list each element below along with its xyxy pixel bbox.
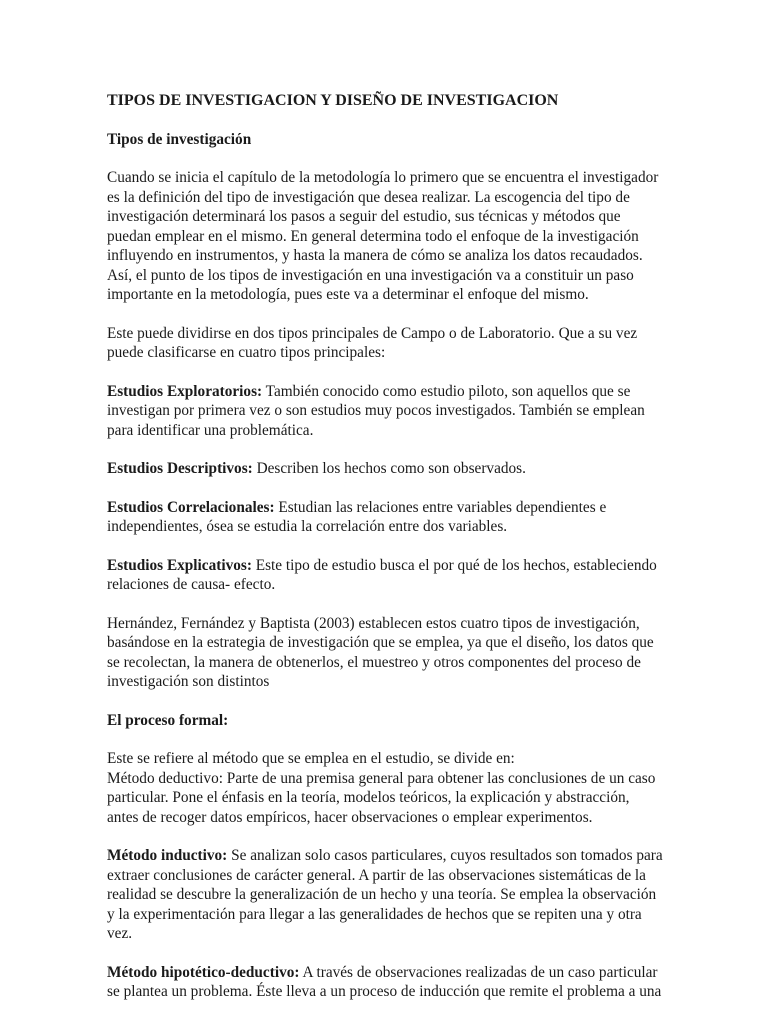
document-title: TIPOS DE INVESTIGACION Y DISEÑO DE INVESTIGACION: [107, 92, 559, 109]
method-paragraph-hypothetico-deductive: [107, 963, 663, 1002]
method-term: Método inductivo:: [107, 847, 228, 864]
type-text: Estudian las relaciones entre variables dependientes e independientes, ósea se estudia la correlación entre dos variables.: [107, 498, 607, 535]
hernandez-paragraph: Hernández, Fernández y Baptista (2003) establecen estos cuatro tipos de investigación, basándose en la estrategia de investigación que se emplea, ya que el diseño, los datos que se recolectan, la manera de obtenerlos, el muestreo y otros componentes del proceso de investigación son distintos: [107, 614, 654, 690]
section-heading-types: Tipos de investigación: [107, 130, 252, 148]
type-text: Este tipo de estudio busca el por qué de los hechos, estableciendo relaciones de causa- efecto.: [107, 556, 657, 593]
type-paragraph-explanatory: [107, 556, 663, 595]
method-text: A través de observaciones realizadas de un caso particular se plantea un problema. Éste lleva a un proceso de inducción que remite el problema a una: [107, 963, 662, 1000]
document-page: [107, 91, 663, 1021]
process-intro: Este se refiere al método que se emplea en el estudio, se divide en:: [107, 750, 515, 767]
type-paragraph-correlational: [107, 498, 663, 537]
type-text: También conocido como estudio piloto, son aquellos que se investigan por primera vez o son estudios muy pocos investigados. También se emplean para identificar una problemática.: [107, 382, 645, 439]
type-text: Describen los hechos como son observados.: [252, 460, 526, 477]
division-paragraph: Este puede dividirse en dos tipos principales de Campo o de Laboratorio. Que a su vez puede clasificarse en cuatro tipos principales:: [107, 324, 638, 361]
deductive-paragraph: Método deductivo: Parte de una premisa general para obtener las conclusiones de un caso particular. Pone el énfasis en la teoría, modelos teóricos, la explicación y abstracción, antes de recoger datos empíricos, hacer observaciones o emplear experimentos.: [107, 769, 656, 826]
method-text: Se analizan solo casos particulares, cuyos resultados son tomados para extraer conclusiones de carácter general. A partir de las observaciones sistemáticas de la realidad se descubre la generalización de un hecho y una teoría. Se emplea la observación y la experimentación para llegar a las generalidades de hechos que se repiten una y otra vez.: [107, 847, 663, 942]
type-paragraph-exploratory: [107, 382, 663, 441]
type-paragraph-descriptive: [107, 459, 663, 479]
method-term: Método hipotético-deductivo:: [107, 963, 300, 981]
type-term: Estudios Exploratorios:: [107, 382, 263, 400]
method-paragraph-inductive: [107, 846, 663, 944]
section-heading-process: El proceso formal:: [107, 711, 229, 729]
intro-paragraph: Cuando se inicia el capítulo de la metodología lo primero que se encuentra el investigador es la definición del tipo de investigación que desea realizar. La escogencia del tipo de investigación determinará los pasos a seguir del estudio, sus técnicas y métodos que puedan emplear en el mismo. En general determina todo el enfoque de la investigación influyendo en instrumentos, y hasta la manera de cómo se analiza los datos recaudados. Así, el punto de los tipos de investigación en una investigación va a constituir un paso importante en la metodología, pues este va a determinar el enfoque del mismo.: [107, 169, 659, 303]
type-term: Estudios Correlacionales:: [107, 498, 275, 516]
type-term: Estudios Descriptivos:: [107, 460, 253, 477]
type-term: Estudios Explicativos:: [107, 556, 252, 574]
